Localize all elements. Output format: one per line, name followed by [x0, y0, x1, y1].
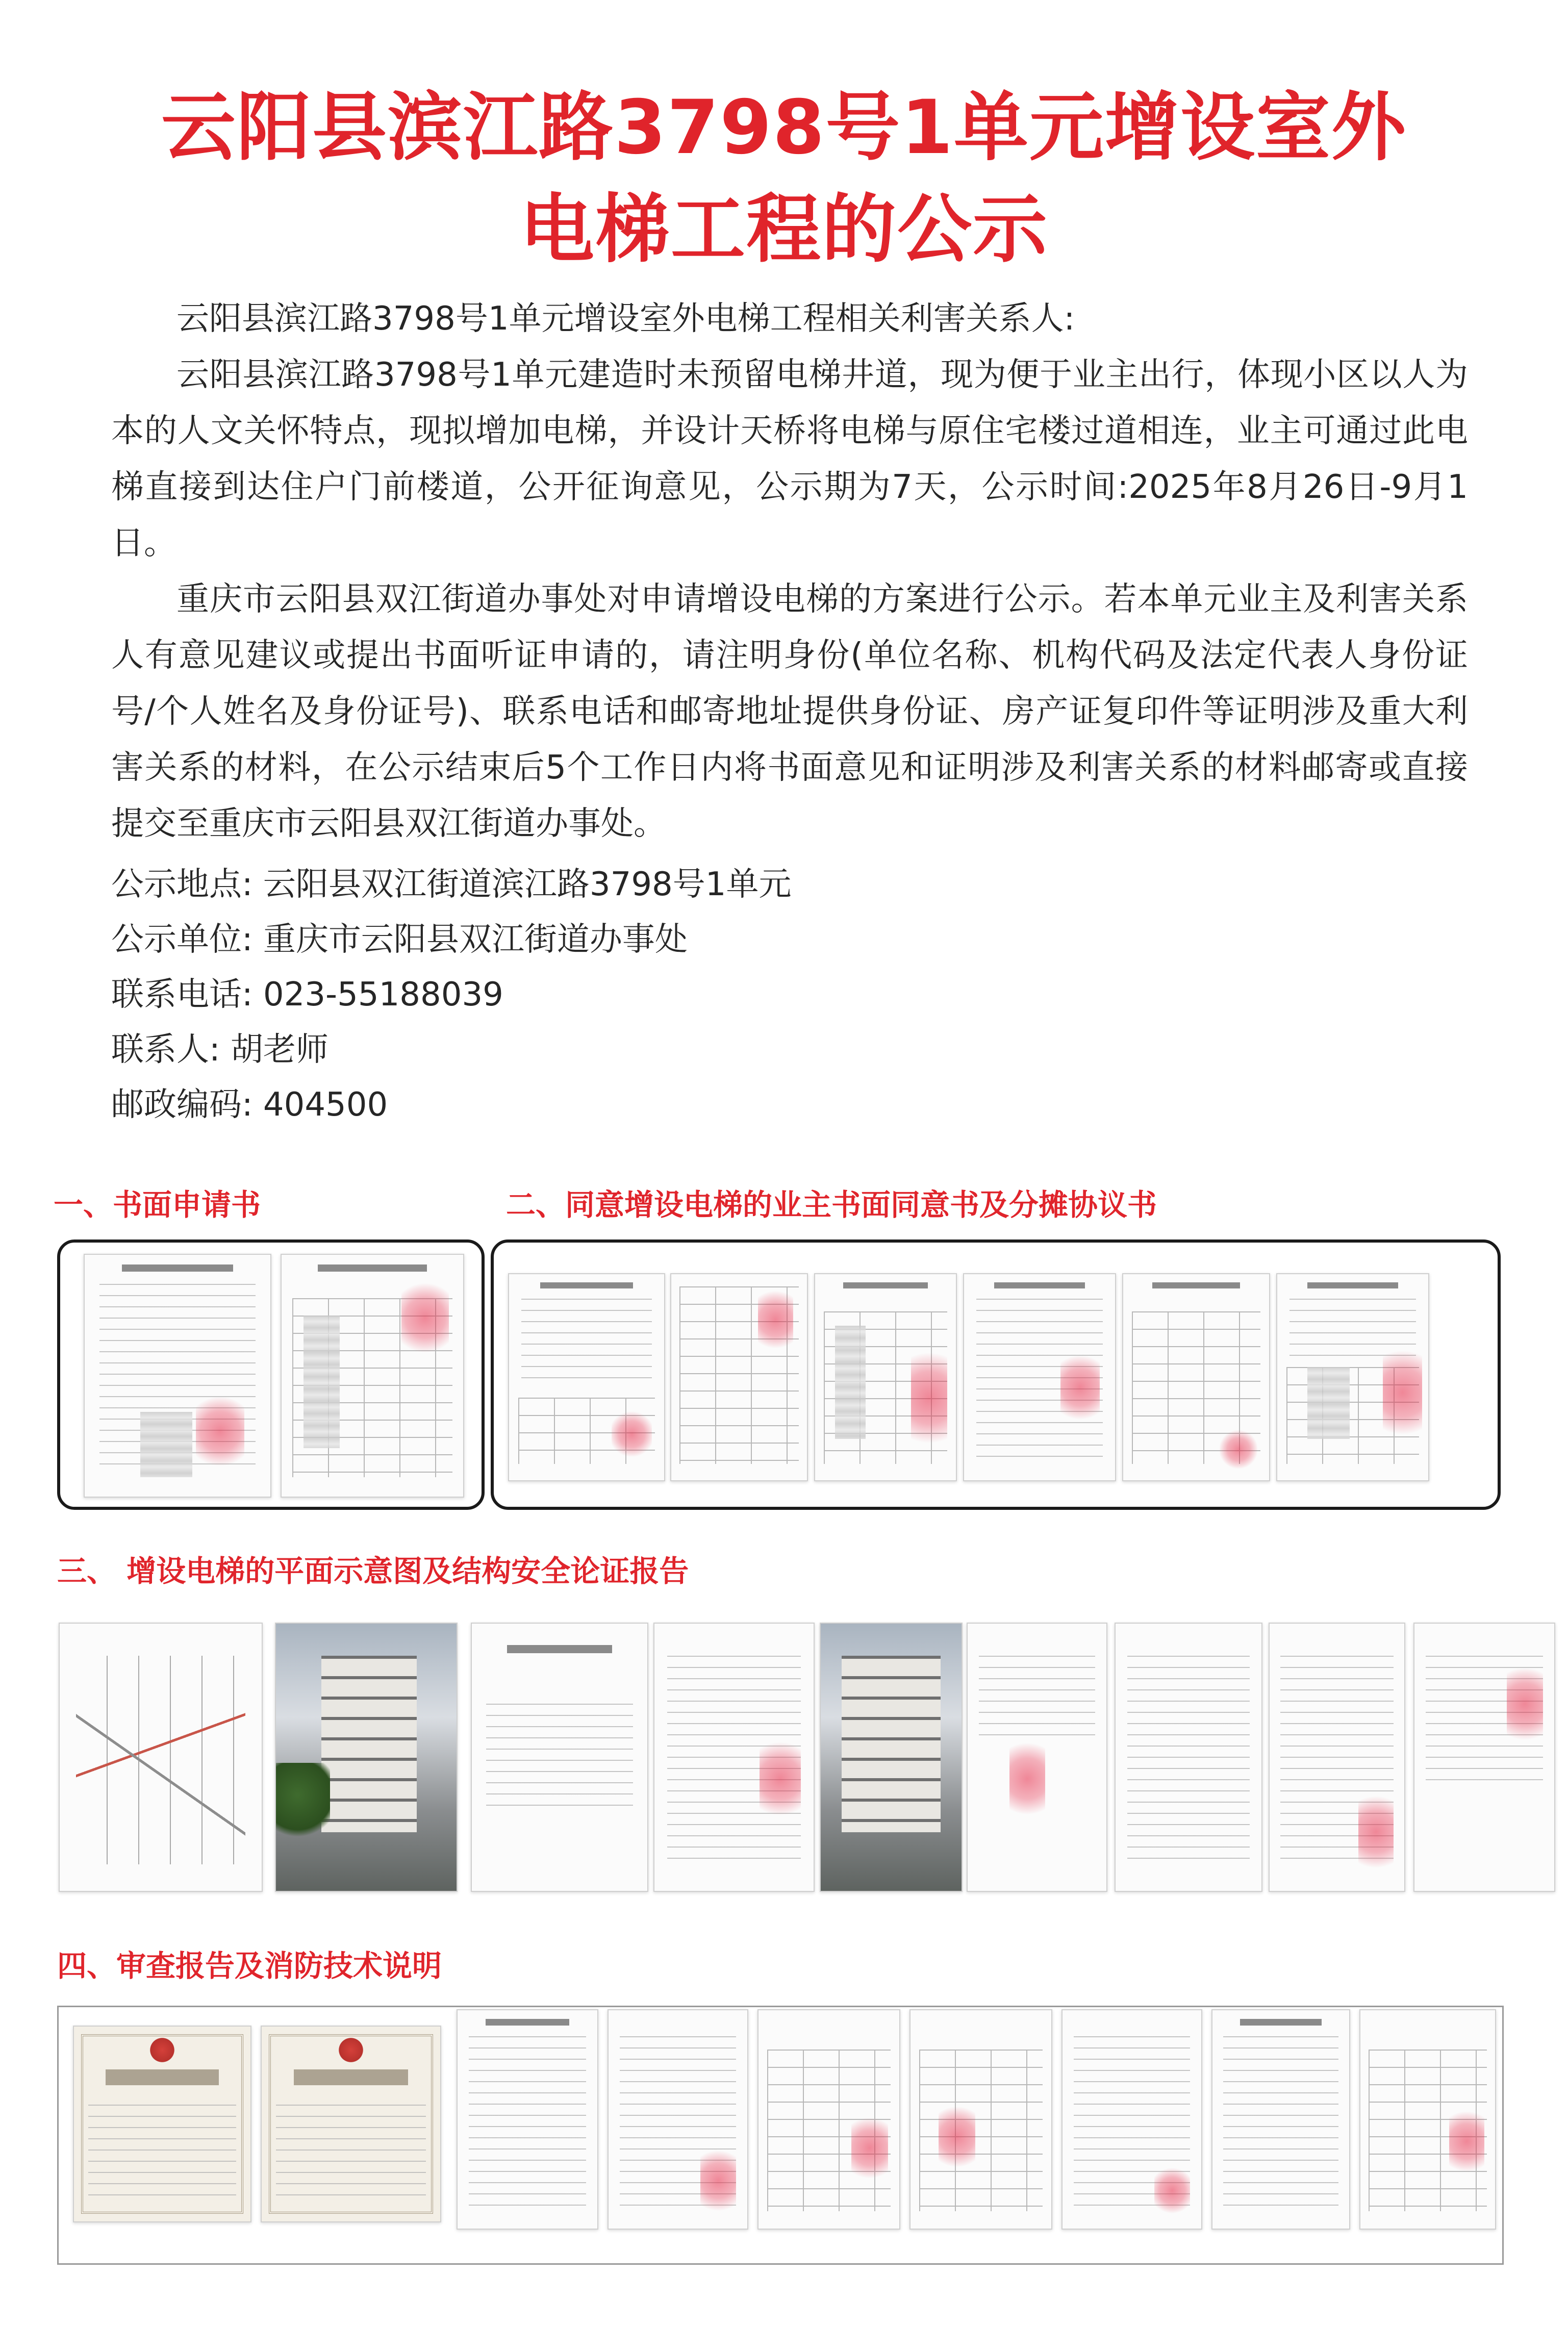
building-photo-1: [275, 1623, 458, 1892]
safety-permit-scan: [261, 2026, 441, 2222]
qualification-certificate-2: [1211, 2009, 1350, 2230]
consent-scan-2: [670, 1273, 808, 1481]
safety-report-page-1: [653, 1623, 815, 1892]
notice-title-line-2: 电梯工程的公示: [520, 186, 1048, 273]
section-3-title: 三、 增设电梯的平面示意图及结构安全论证报告: [57, 1554, 689, 1588]
review-report-page-3: [909, 2009, 1052, 2230]
info-unit: 公示单位: 重庆市云阳县双江街道办事处: [111, 921, 688, 958]
application-form-scan-1: [84, 1254, 271, 1498]
safety-report-page-3: [1115, 1623, 1262, 1892]
info-contact: 联系人: 胡老师: [111, 1031, 328, 1069]
safety-report-page-2: [967, 1623, 1107, 1892]
contact-info: [111, 857, 792, 1132]
fire-technical-page-2: [1359, 2009, 1496, 2230]
notice-title: [0, 77, 1568, 281]
building-photo-2: [820, 1623, 963, 1892]
cost-sharing-scan-3: [1276, 1273, 1429, 1481]
cost-sharing-scan-2: [1122, 1273, 1270, 1481]
notice-body: [111, 291, 1468, 852]
section-2-title: 二、同意增设电梯的业主书面同意书及分摊协议书: [506, 1187, 1157, 1222]
section-3-strip: [57, 1621, 1505, 1890]
paragraph-2: 重庆市云阳县双江街道办事处对申请增设电梯的方案进行公示。若本单元业主及利害关系人有意见建议或提出书面听证申请的，请注明身份(单位名称、机构代码及法定代表人身份证号/个人姓名及身份证号)、联系电话和邮寄地址提供身份证、房产证复印件等证明涉及重大利害关系的材料，在公示结束后5个工作日内将书面意见和证明涉及利害关系的材料邮寄或直接提交至重庆市云阳县双江街道办事处。: [111, 580, 1468, 843]
safety-report-page-5: [1413, 1623, 1555, 1892]
info-phone: 联系电话: 023-55188039: [111, 976, 503, 1014]
info-postcode: 邮政编码: 404500: [111, 1086, 388, 1124]
review-report-page-2: [757, 2009, 900, 2230]
consent-scan-1: [508, 1273, 665, 1481]
section-1-panel: [57, 1240, 485, 1510]
consent-scan-3: [814, 1273, 957, 1481]
business-license-scan: [73, 2026, 251, 2222]
qualification-certificate-1: [457, 2009, 598, 2230]
fire-technical-page-1: [1061, 2009, 1202, 2230]
section-4-title: 四、审查报告及消防技术说明: [57, 1949, 442, 1983]
cost-sharing-scan-1: [963, 1273, 1116, 1481]
review-report-page-1: [608, 2009, 748, 2230]
application-form-scan-2: [281, 1254, 464, 1498]
salutation: 云阳县滨江路3798号1单元增设室外电梯工程相关利害关系人:: [176, 300, 1075, 338]
floor-plan-diagram: [59, 1623, 263, 1892]
notice-title-line-1: 云阳县滨江路3798号1单元增设室外: [161, 84, 1407, 171]
section-2-panel: [491, 1240, 1501, 1510]
section-4-strip: [57, 2006, 1504, 2265]
info-location: 公示地点: 云阳县双江街道滨江路3798号1单元: [111, 866, 792, 903]
paragraph-1: 云阳县滨江路3798号1单元建造时未预留电梯井道，现为便于业主出行，体现小区以人为本的人文关怀特点，现拟增加电梯，并设计天桥将电梯与原住宅楼过道相连，业主可通过此电梯直接到达住户门前楼道，公开征询意见，公示期为7天，公示时间:2025年8月26日-9月1日。: [111, 356, 1468, 562]
safety-report-cover: [471, 1623, 648, 1892]
safety-report-page-4: [1269, 1623, 1405, 1892]
section-1-title: 一、书面申请书: [54, 1187, 261, 1222]
